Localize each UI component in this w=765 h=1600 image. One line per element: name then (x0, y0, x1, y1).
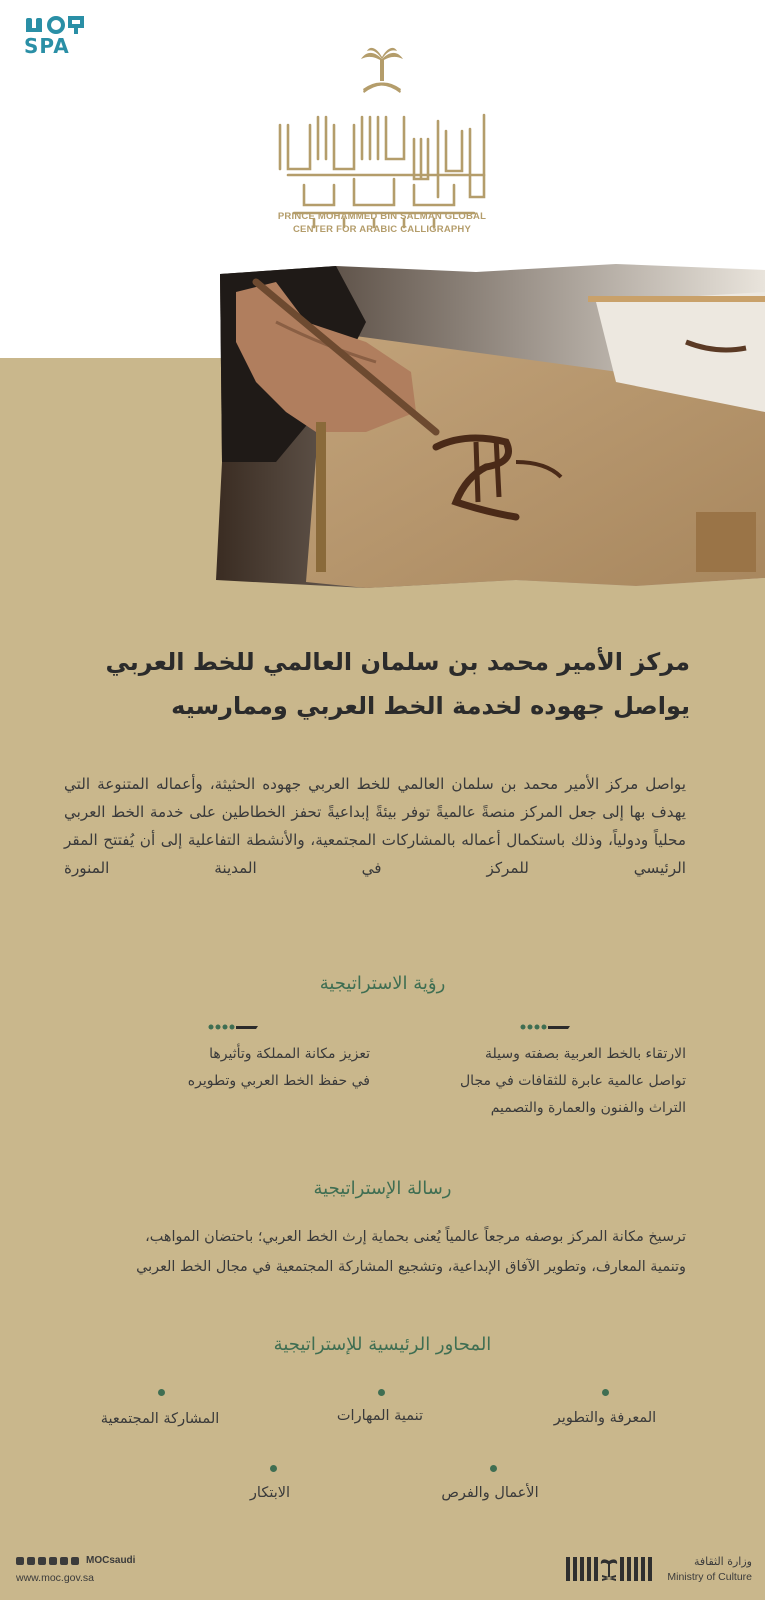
spa-wordmark: SPA (24, 34, 70, 58)
axis-item-innovation: الابتكار (249, 1485, 291, 1501)
palm-swords-emblem-icon (357, 45, 407, 97)
axis-item-business: الأعمال والفرص (441, 1485, 539, 1501)
spa-logo (24, 14, 94, 60)
footer-social (16, 1555, 216, 1591)
axis-dot-2 (378, 1389, 385, 1396)
center-english-name: PRINCE MOHAMMED BIN SALMAN GLOBAL CENTER FOR ARABIC CALLIGRAPHY (277, 211, 487, 235)
youtube-icon[interactable] (60, 1557, 68, 1565)
vision-left-text: تعزيز مكانة المملكة وتأثيرها في حفظ الخط العربي وتطويره (187, 1046, 370, 1089)
headline-line-1: مركز الأمير محمد بن سلمان العالمي للخط العربي (105, 648, 690, 676)
vision-right-dash-icon (520, 1022, 570, 1032)
calligraphy-photo (216, 262, 765, 592)
axis-dot-1 (602, 1389, 609, 1396)
ministry-of-culture-logo (566, 1553, 752, 1589)
ministry-english-name: Ministry of Culture (667, 1571, 752, 1583)
axis-item-knowledge: المعرفة والتطوير (553, 1410, 657, 1426)
ministry-emblem-icon (566, 1555, 652, 1583)
vision-left-dash-icon (208, 1022, 258, 1032)
website-link[interactable]: www.moc.gov.sa (16, 1572, 94, 1584)
axes-title: المحاور الرئيسية للإستراتيجية (273, 1334, 492, 1355)
mission-title: رسالة الإستراتيجية (313, 1178, 452, 1199)
axis-dot-4 (490, 1465, 497, 1472)
vision-right-text: الارتقاء بالخط العربية بصفته وسيلة تواصل عالمية عابرة للثقافات في مجال التراث والفنون والعمارة والتصميم (460, 1046, 686, 1116)
snapchat-icon[interactable] (16, 1557, 24, 1565)
axis-item-community: المشاركة المجتمعية (100, 1411, 220, 1427)
tiktok-icon[interactable] (49, 1557, 57, 1565)
axis-item-skills: تنمية المهارات (336, 1408, 424, 1424)
facebook-icon[interactable] (38, 1557, 46, 1565)
center-logo (262, 45, 502, 240)
x-icon[interactable] (71, 1557, 79, 1565)
headline (60, 640, 690, 728)
headline-line-2: يواصل جهوده لخدمة الخط العربي وممارسيه (171, 692, 690, 720)
axis-dot-5 (270, 1465, 277, 1472)
ministry-arabic-name: وزارة الثقافة (693, 1555, 752, 1568)
social-handle[interactable]: MOCsaudi (86, 1555, 136, 1566)
instagram-icon[interactable] (27, 1557, 35, 1565)
axis-dot-3 (158, 1389, 165, 1396)
vision-title: رؤية الاستراتيجية (319, 973, 446, 994)
intro-paragraph: يواصل مركز الأمير محمد بن سلمان العالمي للخط العربي جهوده الحثيثة، وأعماله المتنوعة التي يهدف بها إلى جعل المركز منصةً عالميةً توفر بيئةً إبداعيةً تحفز الخطاطين على خدمة الخط العربي محلياً ودولياً، وذلك باستكمال أعماله بالمشاركات المجتمعية، والأنشطة التفاعلية إلى أن يُفتتح المقر الرئيسي للمركز في المدينة المنورة (64, 775, 686, 877)
mission-paragraph: ترسيخ مكانة المركز بوصفه مرجعاً عالمياً يُعنى بحماية إرث الخط العربي؛ باحتضان المواهب، وتنمية المعارف، وتطوير الآفاق الإبداعية، وتشجيع المشاركة المجتمعية في مجال الخط العربي (136, 1229, 686, 1275)
